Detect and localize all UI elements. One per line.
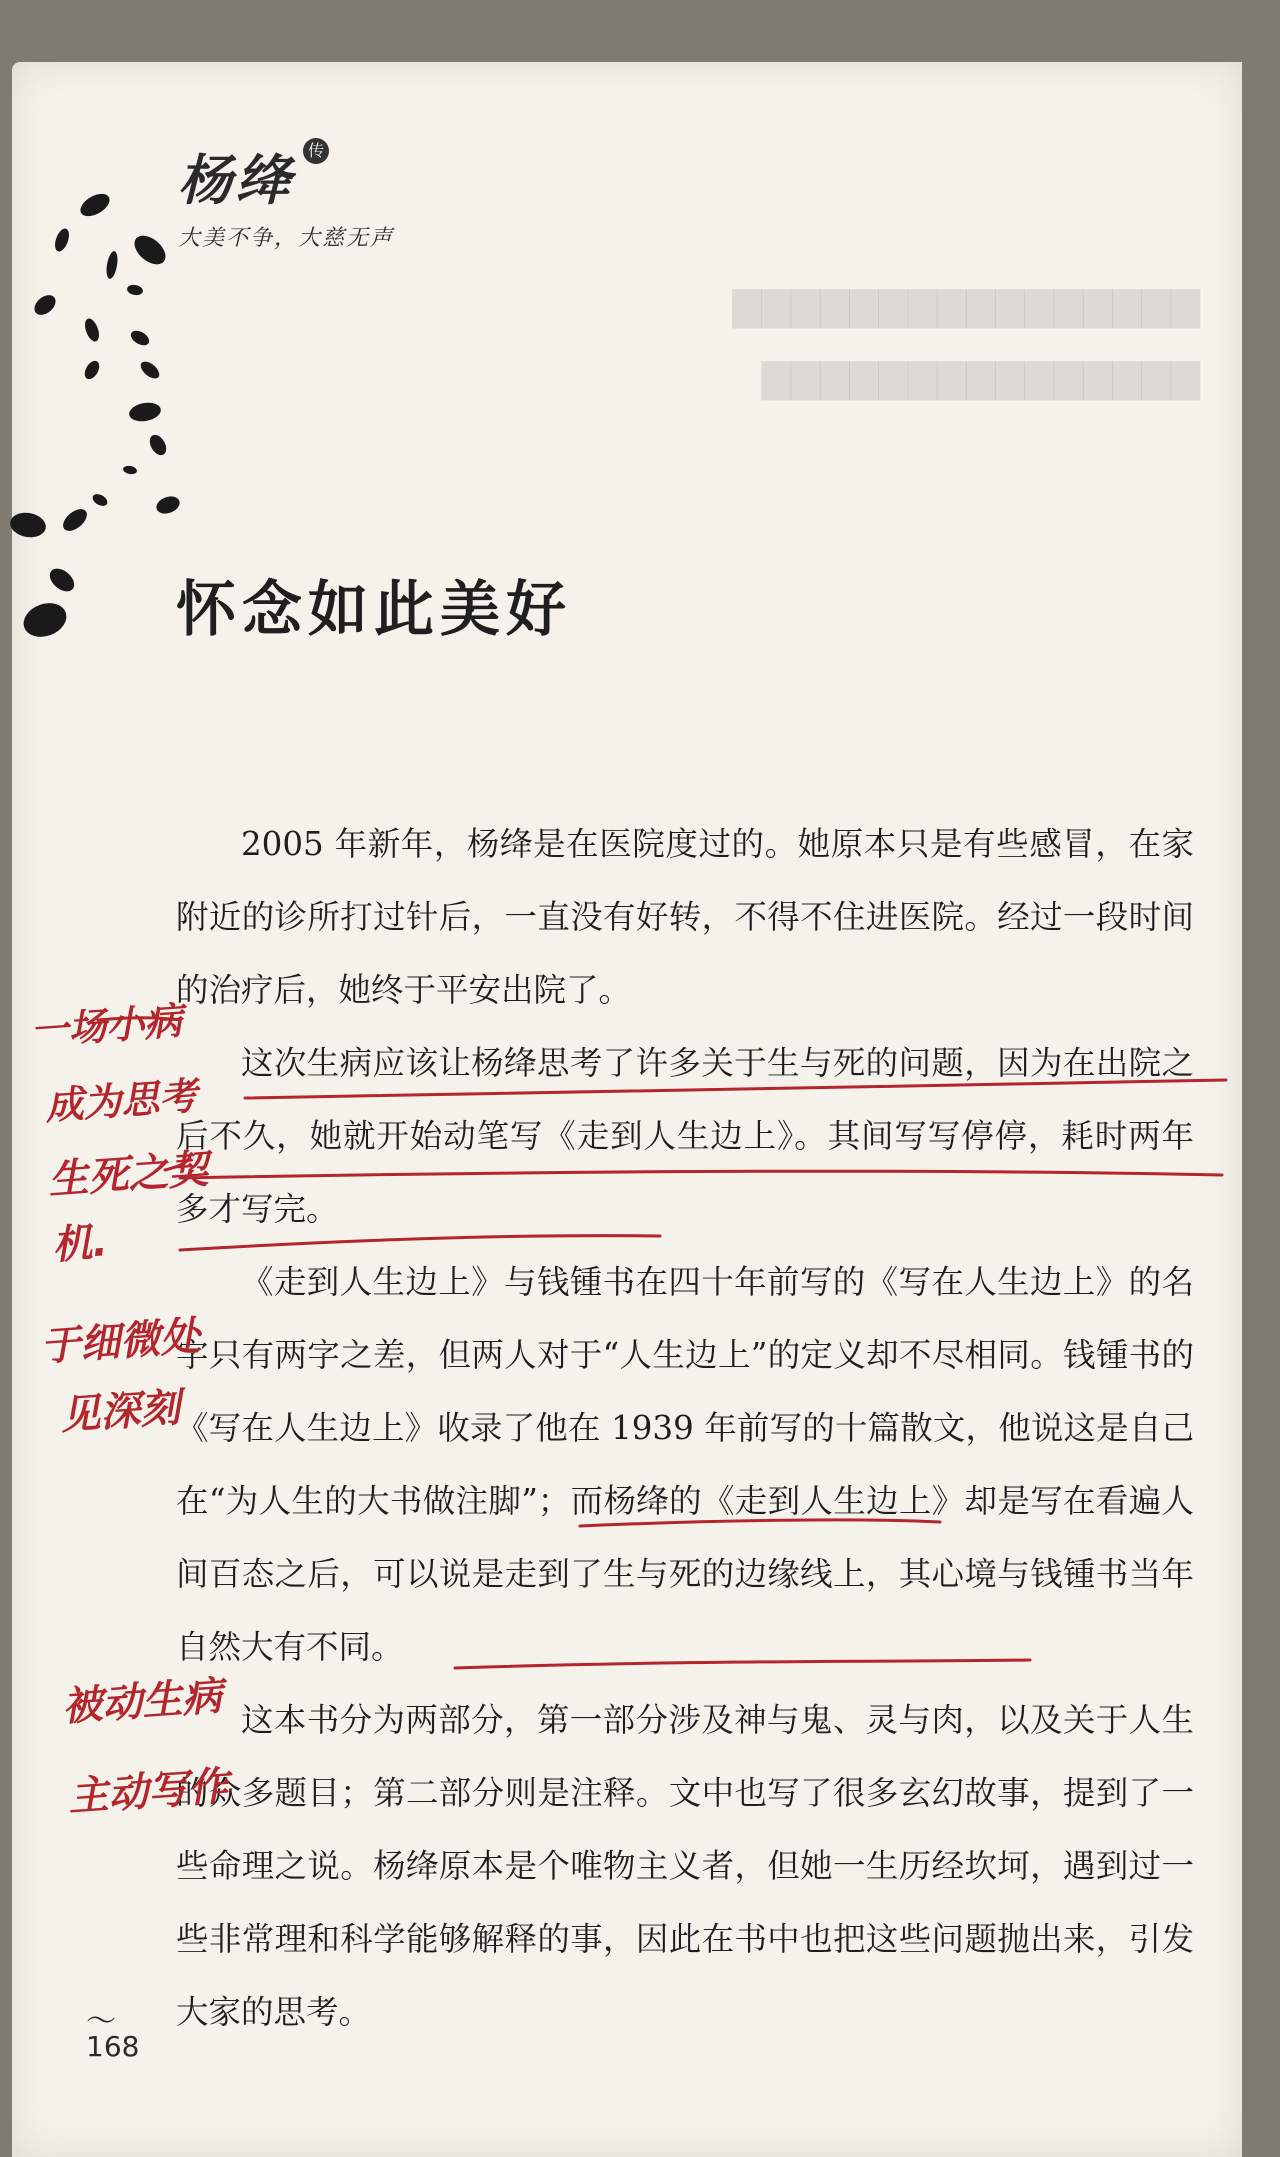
book-subtitle: 大美不争，大慈无声 [178, 226, 395, 251]
body-text [176, 808, 1194, 2049]
annotation-note1-line4: 机. [50, 1219, 109, 1269]
page-number-ornament: ～ [86, 2004, 116, 2039]
annotation-note1-line2: 成为思考 [43, 1073, 199, 1129]
running-header [178, 138, 394, 252]
paragraph-1: 2005 年新年，杨绛是在医院度过的。她原本只是有些感冒，在家附近的诊所打过针后，一直没有好转，不得不住进医院。经过一段时间的治疗后，她终于平安出院了。 [176, 825, 1194, 1009]
annotation-note3-line2: 主动写作 [66, 1763, 230, 1821]
annotation-note1-line3: 生死之契 [46, 1146, 210, 1204]
chapter-title: 怀念如此美好 [176, 575, 572, 645]
bleed-through-text: ▇▇▇▇▇▇▇▇▇▇▇▇▇▇▇▇ ▇▇▇▇▇▇▇▇▇▇▇▇▇▇▇ [732, 284, 1200, 400]
annotation-note1-line1: 一场小病 [28, 998, 184, 1054]
page-number: 168 [86, 2030, 140, 2063]
book-title-badge: 传 [303, 138, 329, 164]
paragraph-4: 这本书分为两部分，第一部分涉及神与鬼、灵与肉，以及关于人生的众多题目；第二部分则是注释。文中也写了很多玄幻故事，提到了一些命理之说。杨绛原本是个唯物主义者，但她一生历经坎坷，遇到过一些非常理和科学能够解释的事，因此在书中也把这些问题抛出来，引发大家的思考。 [176, 1701, 1194, 2031]
book-title: 杨绛 [178, 149, 294, 212]
annotation-note2-line2: 见深刻 [58, 1384, 182, 1440]
paragraph-3: 《走到人生边上》与钱锺书在四十年前写的《写在人生边上》的名字只有两字之差，但两人对于“人生边上”的定义却不尽相同。钱锺书的《写在人生边上》收录了他在 1939 年前写的十篇散文，他说这是自己在“为人生的大书做注脚”；而杨绛的《走到人生边上》却是写在看遍人间百态之后，可以说是走到了生与死的边缘线上，其心境与钱锺书当年自然大有不同。 [176, 1263, 1194, 1666]
annotation-note3-line1: 被动生病 [60, 1673, 224, 1731]
paragraph-2: 这次生病应该让杨绛思考了许多关于生与死的问题，因为在出院之后不久，她就开始动笔写《走到人生边上》。其间写写停停，耗时两年多才写完。 [176, 1044, 1194, 1228]
annotation-note2-line1: 于细微处 [38, 1313, 202, 1371]
